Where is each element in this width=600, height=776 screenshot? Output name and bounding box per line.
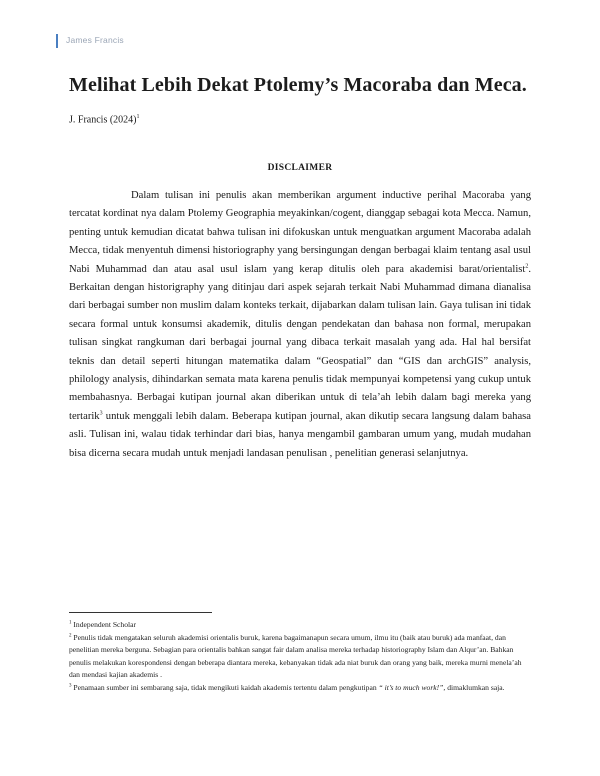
paragraph-part-1: Dalam tulisan ini penulis akan memberikan argument inductive perihal Macoraba yang tercatat kordinat nya dalam Ptolemy Geographia meyakinkan/cogent, dianggap sebagai kota Mecca. Namun, penting untuk kemudian dicatat bahwa tulisan ini difokuskan untuk menguatkan argument Macoraba adalah Mecca, tidak menyentuh dimensi historiography yang bersingungan dengan berbagai klaim tentang asal usul Nabi Muhammad dan atau asal usul islam yang kerap ditulis oleh para akademisi barat/orientalist [69,190,531,275]
footnote-marker-2[interactable]: 2 [525,263,529,270]
author-name: J. Francis (2024) [69,114,137,126]
footnote-3-text: Penamaan sumber ini sembarang saja, tidak mengikuti kaidah akademis tertentu dalam pengkutipan [73,682,377,692]
footnote-3-tail: , dimaklumkan saja. [443,682,505,692]
footnote-2-text: Penulis tidak mengatakan seluruh akademisi orientalis buruk, karena bagaimanapun secara umum, ilmu itu (baik atau buruk) ada manfaat, dan penelitian mereka berguna. Sebagian para orientalis bahkan sangat fair dalam analisa mereka terhadap historiography Islam dan Alqur’an. Bahkan penulis melakukan korespondensi dengan beberapa diantara mereka, kebanyakan tidak ada niat buruk dan orang yang baik, mereka murni menela’ah dan mendasi kajian akademis . [69,632,522,680]
footnote-3-quote: “ it’s to much work!” [378,682,444,692]
footnotes [69,619,534,695]
footnote-1 [69,619,534,632]
paragraph-part-2: . Berkaitan dengan historigraphy yang ditinjau dari aspek sejarah terkait Nabi Muhammad dimana dianalisa dari berbagai sumber non muslim dalam konteks terkait, dijabarkan dalam tulisan lain. Gaya tulisan ini tidak secara formal untuk konsumsi akademik, ditulis dengan pendekatan dan bahasa non formal, merupakan tulisan singkat rangkuman dari berbagai journal yang dibaca terkait masalah yang ada. Hal hal bersifat teknis dan detail seperti hitungan matematika dalam “Geospatial” dan “GIS dan archGIS” analysis, philology analysis, dihindarkan semata mata karena penulis tidak mempunyai kompetensi yang cukup untuk membahasnya. Berbagai kutipan journal akan diberikan untuk di tela’ah lebih dalam bagi mereka yang tertarik [69,263,531,422]
footnote-2 [69,632,534,682]
footnote-3-marker: 3 [69,683,72,689]
footnote-2-marker: 2 [69,633,72,639]
header-accent-bar [56,34,58,48]
footnote-1-text: Independent Scholar [73,620,137,629]
footnote-marker-3[interactable]: 3 [99,410,103,417]
body-text [69,187,531,463]
running-head: James Francis [66,35,124,45]
footnote-1-marker: 1 [69,620,72,626]
paragraph-part-3: untuk menggali lebih dalam. Beberapa kutipan journal, akan dikutip secara langsung dalam bahasa asli. Tulisan ini, walau tidak terhindar dari bias, hanya mengambil gambaran umum yang, mudah mudahan bisa dicerna secara mudah untuk menjadi landasan penulisan , penelitian generasi selanjutnya. [69,410,531,459]
author-line [69,114,140,125]
body-paragraph [69,187,531,463]
author-footnote-marker[interactable]: 1 [136,114,140,120]
paper-title: Melihat Lebih Dekat Ptolemy’s Macoraba dan Meca. [69,74,527,96]
section-heading: DISCLAIMER [267,163,333,173]
footnote-divider [69,612,212,613]
footnote-3 [69,682,534,695]
